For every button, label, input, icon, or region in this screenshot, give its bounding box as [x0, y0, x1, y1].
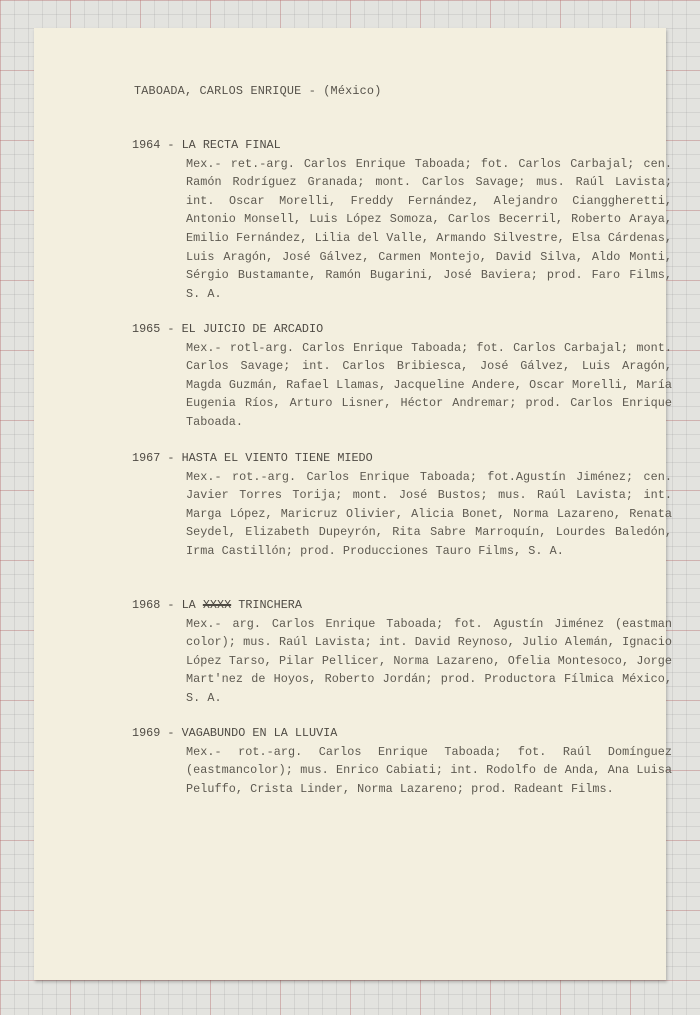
filmography-entry	[132, 596, 672, 708]
filmography-entry	[132, 724, 672, 798]
entry-year: 1964	[132, 138, 161, 152]
entry-year: 1968	[132, 598, 161, 612]
entry-header: 1968 - LA XXXX TRINCHERA	[132, 598, 302, 612]
entry-year: 1965	[132, 322, 161, 336]
filmography-entry	[132, 449, 672, 561]
entry-year: 1967	[132, 451, 161, 465]
entry-title: LA RECTA FINAL	[181, 138, 281, 152]
entry-details: Mex.- rot.-arg. Carlos Enrique Taboada; fot. Raúl Domínguez (eastmancolor); mus. Enrico Cabiati; int. Rodolfo de Anda, Ana Luisa Peluffo, Crista Linder, Norma Lazareno; prod. Radeant Films.	[186, 744, 672, 796]
entry-header: 1965 - EL JUICIO DE ARCADIO	[132, 322, 324, 336]
filmography-entry	[132, 136, 672, 303]
entry-header: 1964 - LA RECTA FINAL	[132, 138, 281, 152]
entry-title-suffix: TRINCHERA	[231, 598, 302, 612]
entry-title: EL JUICIO DE ARCADIO	[181, 322, 324, 336]
entry-header: 1969 - VAGABUNDO EN LA LLUVIA	[132, 726, 338, 740]
typewritten-page	[34, 28, 672, 980]
document-heading: TABOADA, CARLOS ENRIQUE - (México)	[134, 84, 382, 98]
entry-details: Mex.- arg. Carlos Enrique Taboada; fot. Agustín Jiménez (eastman color); mus. Raúl Lavista; int. David Reynoso, Julio Alemán, Ignacio López Tarso, Pilar Pellicer, Norma Lazareno, Ofelia Montesoco, Jorge Mart'nez de Hoyos, Roberto Jordán; prod. Productora Fílmica México, S. A.	[186, 616, 672, 705]
entry-details: Mex.- rotl-arg. Carlos Enrique Taboada; fot. Carlos Carbajal; mont. Carlos Savage; int. Carlos Bribiesca, José Gálvez, Luis Aragón, Magda Guzmán, Rafael Llamas, Jacqueline Andere, Oscar Morelli, María Eugenia Ríos, Arturo Lisner, Héctor Andremar; prod. Carlos Enrique Taboada.	[186, 340, 672, 429]
struck-out-text: XXXX	[202, 598, 232, 612]
entry-title: VAGABUNDO EN LA LLUVIA	[181, 726, 338, 740]
entry-title: HASTA EL VIENTO TIENE MIEDO	[181, 451, 373, 465]
entry-header: 1967 - HASTA EL VIENTO TIENE MIEDO	[132, 451, 373, 465]
entry-details: Mex.- rot.-arg. Carlos Enrique Taboada; fot.Agustín Jiménez; cen. Javier Torres Torija; mont. José Bustos; mus. Raúl Lavista; int. Marga López, Maricruz Olivier, Alicia Bonet, Norma Lazareno, Renata Seydel, Elizabeth Dupeyrón, Rita Sabre Marroquín, Lourdes Baledón, Irma Castillón; prod. Producciones Tauro Films, S. A.	[186, 469, 672, 558]
entry-title-prefix: LA	[181, 598, 203, 612]
filmography-entry	[132, 320, 672, 432]
entry-details: Mex.- ret.-arg. Carlos Enrique Taboada; fot. Carlos Carbajal; cen. Ramón Rodríguez Granada; mont. Carlos Savage; mus. Raúl Lavista; int. Oscar Morelli, Freddy Fernández, Alejandro Cianggheretti, Antonio Monsell, Luis López Somoza, Carlos Becerril, Roberto Araya, Emilio Fernández, Lilia del Valle, Armando Silvestre, Elsa Cárdenas, Luis Aragón, José Gálvez, Carmen Montejo, David Silva, Aldo Monti, Sérgio Bustamante, Ramón Bugarini, José Baviera; prod. Faro Films, S. A.	[186, 156, 672, 301]
entry-year: 1969	[132, 726, 161, 740]
